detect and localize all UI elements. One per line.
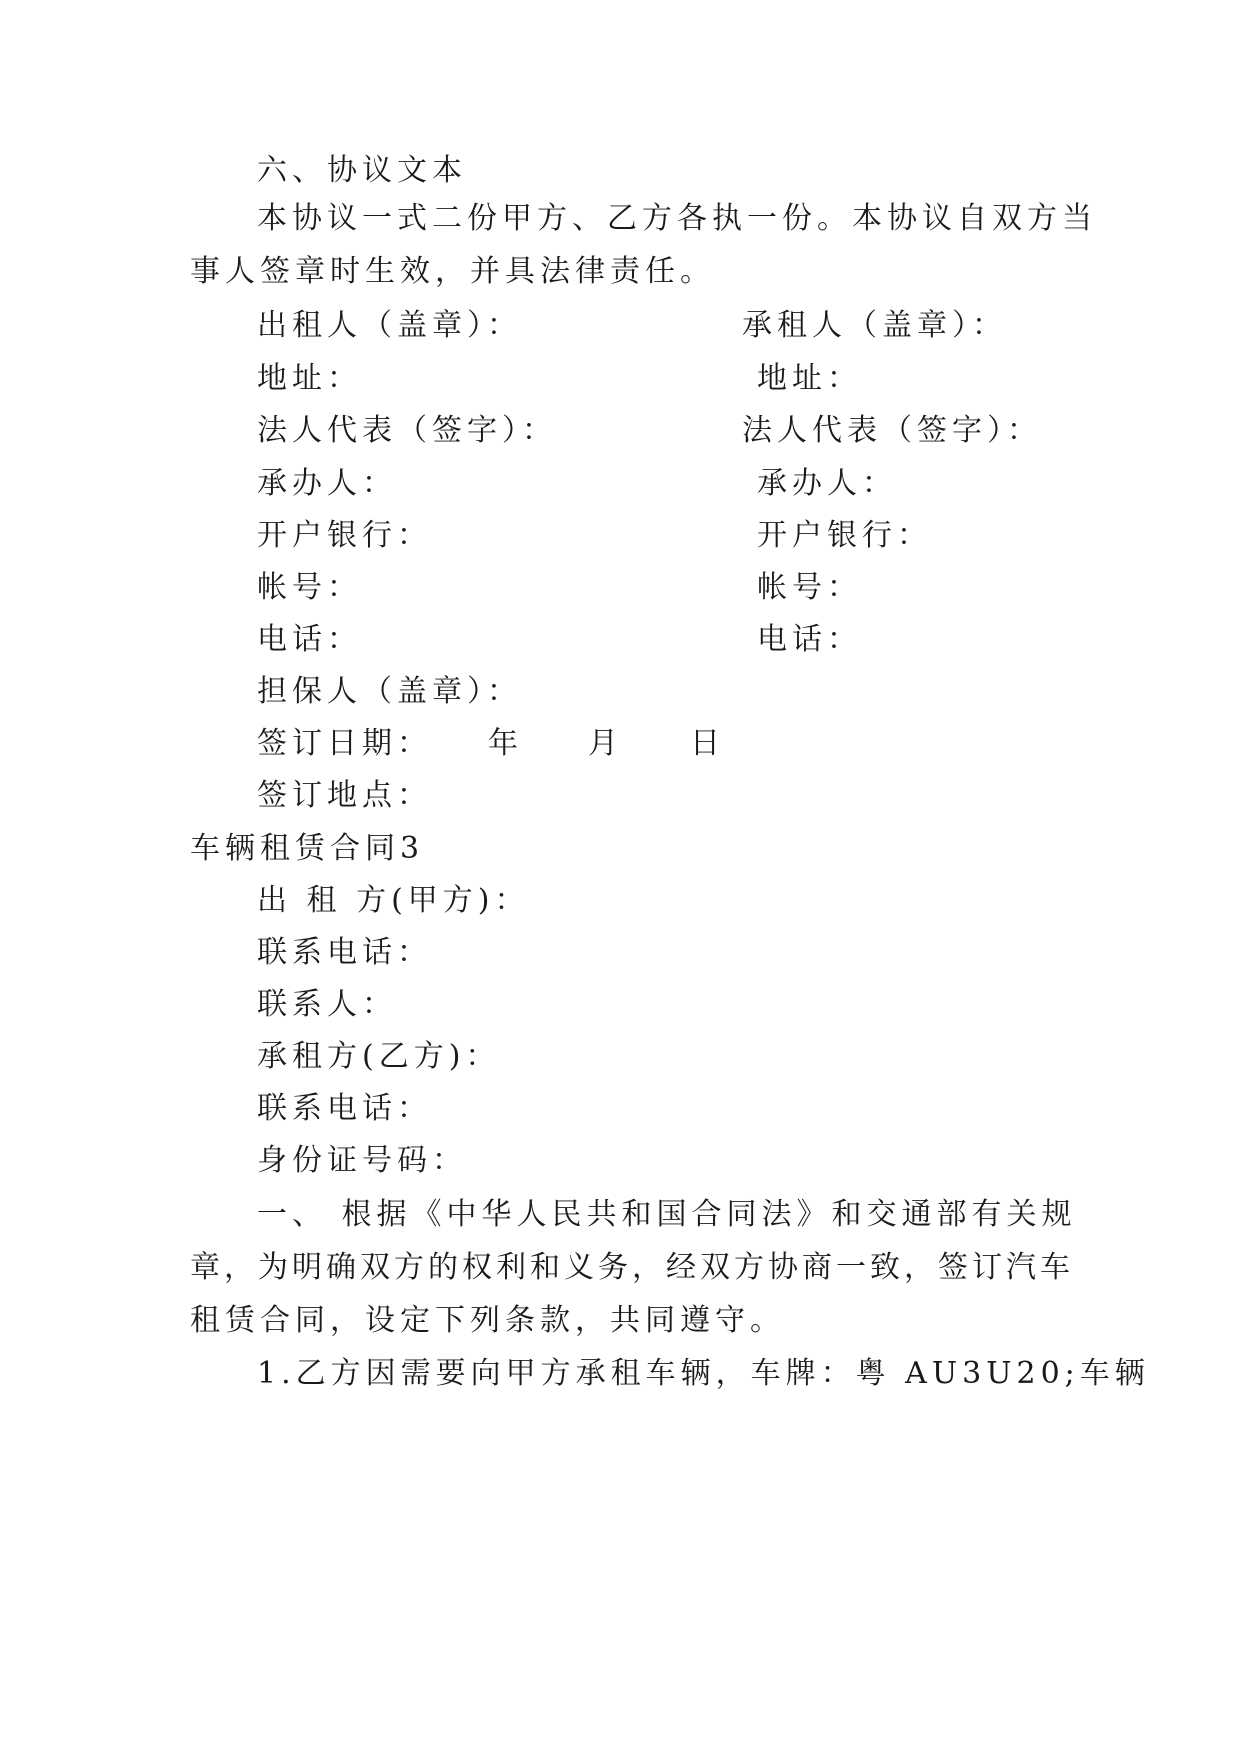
handler-right-label: 承办人： bbox=[757, 466, 897, 501]
phone-right-label: 电话： bbox=[757, 622, 862, 657]
section-heading: 六、协议文本 bbox=[257, 153, 467, 188]
agreement-line-1: 本协议一式二份甲方、乙方各执一份。本协议自双方当 bbox=[257, 201, 1097, 236]
guarantor-label: 担保人（盖章）： bbox=[257, 674, 522, 709]
id-number-label: 身份证号码： bbox=[257, 1143, 467, 1178]
address-left-label: 地址： bbox=[257, 361, 362, 396]
lessee-party-label: 承租方(乙方)： bbox=[257, 1039, 501, 1074]
handler-left-label: 承办人： bbox=[257, 466, 397, 501]
bank-right-label: 开户银行： bbox=[757, 518, 932, 553]
item1-line-1: 1.乙方因需要向甲方承租车辆，车牌：粤 AU3U20;车辆 bbox=[257, 1356, 1150, 1391]
account-left-label: 帐号： bbox=[257, 570, 362, 605]
clause1-line-2: 章，为明确双方的权利和义务，经双方协商一致，签订汽车 bbox=[190, 1250, 1074, 1285]
sign-place-label: 签订地点： bbox=[257, 778, 432, 813]
lessee-seal-label: 承租人（盖章）： bbox=[742, 308, 1007, 343]
address-right-label: 地址： bbox=[757, 361, 862, 396]
sign-date-day: 日 bbox=[690, 726, 725, 761]
legal-rep-left-label: 法人代表（签字）： bbox=[257, 413, 557, 448]
sign-date-label: 签订日期： bbox=[257, 726, 432, 761]
lessor-party-label: 出 租 方(甲方)： bbox=[257, 883, 530, 918]
account-right-label: 帐号： bbox=[757, 570, 862, 605]
lessor-phone-label: 联系电话： bbox=[257, 935, 432, 970]
bank-left-label: 开户银行： bbox=[257, 518, 432, 553]
lessee-phone-label: 联系电话： bbox=[257, 1091, 432, 1126]
sign-date-year: 年 bbox=[488, 726, 523, 761]
legal-rep-right-label: 法人代表（签字）： bbox=[742, 413, 1042, 448]
agreement-line-2: 事人签章时生效，并具法律责任。 bbox=[190, 254, 715, 289]
clause1-line-3: 租赁合同，设定下列条款，共同遵守。 bbox=[190, 1303, 785, 1338]
lessor-contact-label: 联系人： bbox=[257, 987, 397, 1022]
lessor-seal-label: 出租人（盖章）： bbox=[257, 308, 522, 343]
contract-title: 车辆租赁合同3 bbox=[190, 831, 425, 866]
clause1-line-1: 一、 根据《中华人民共和国合同法》和交通部有关规 bbox=[257, 1197, 1077, 1232]
phone-left-label: 电话： bbox=[257, 622, 362, 657]
sign-date-month: 月 bbox=[588, 726, 623, 761]
